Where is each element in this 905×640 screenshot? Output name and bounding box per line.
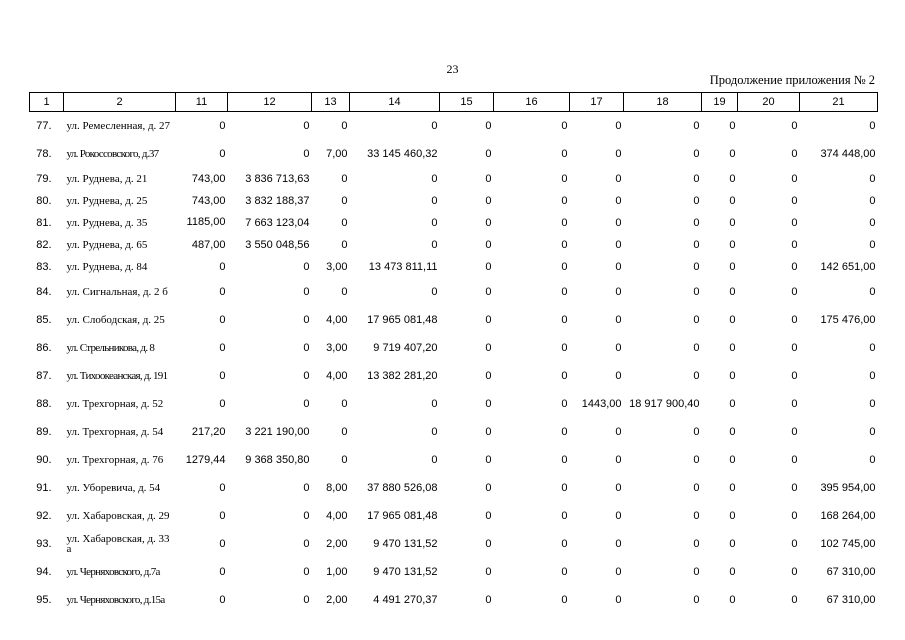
value-cell: 0 (693, 285, 700, 298)
row-number: 84. (36, 285, 52, 298)
value-cell: 0 (485, 194, 492, 207)
value-cell: 0 (561, 119, 568, 132)
row-number: 91. (36, 481, 52, 494)
table-row (30, 190, 878, 212)
row-number: 82. (36, 238, 52, 251)
address-cell: ул. Хабаровская, д. 33 а (66, 532, 170, 555)
value-cell: 4,00 (326, 369, 348, 382)
value-cell: 0 (219, 313, 226, 326)
value-cell: 4,00 (326, 313, 348, 326)
value-cell: 0 (791, 341, 798, 354)
value-cell: 0 (561, 593, 568, 606)
value-cell: 0 (791, 565, 798, 578)
header-row (30, 93, 878, 112)
value-cell: 0 (729, 260, 736, 273)
value-cell: 0 (341, 172, 348, 185)
table-row (30, 362, 878, 390)
value-cell: 0 (303, 565, 310, 578)
value-cell: 7,00 (326, 147, 348, 160)
value-cell: 0 (303, 369, 310, 382)
value-cell: 0 (485, 313, 492, 326)
value-cell: 0 (729, 147, 736, 160)
value-cell: 67 310,00 (826, 593, 876, 606)
table-row (30, 256, 878, 278)
value-cell: 0 (869, 119, 876, 132)
value-cell: 0 (485, 481, 492, 494)
value-cell: 0 (561, 397, 568, 410)
row-number: 86. (36, 341, 52, 354)
value-cell: 0 (561, 147, 568, 160)
value-cell: 3,00 (326, 341, 348, 354)
value-cell: 168 264,00 (820, 509, 876, 522)
table-row (30, 212, 878, 234)
table-row (30, 474, 878, 502)
value-cell: 0 (485, 216, 492, 229)
value-cell: 0 (693, 453, 700, 466)
value-cell: 0 (791, 260, 798, 273)
value-cell: 9 368 350,80 (245, 453, 310, 466)
address-cell: ул. Слободская, д. 25 (66, 313, 165, 326)
value-cell: 0 (791, 119, 798, 132)
value-cell: 0 (303, 593, 310, 606)
value-cell: 0 (791, 147, 798, 160)
value-cell: 0 (561, 453, 568, 466)
value-cell: 0 (219, 565, 226, 578)
row-number: 85. (36, 313, 52, 326)
value-cell: 0 (561, 194, 568, 207)
value-cell: 1185,00 (186, 216, 226, 228)
address-cell: ул. Трехгорная, д. 54 (66, 425, 164, 438)
address-cell: ул. Трехгорная, д. 52 (66, 397, 164, 410)
table-row (30, 502, 878, 530)
value-cell: 0 (791, 194, 798, 207)
value-cell: 0 (729, 341, 736, 354)
column-header: 16 (494, 93, 570, 112)
column-header: 17 (570, 93, 624, 112)
value-cell: 0 (869, 194, 876, 207)
value-cell: 0 (219, 593, 226, 606)
value-cell: 0 (219, 481, 226, 494)
value-cell: 3,00 (326, 260, 348, 273)
value-cell: 0 (219, 369, 226, 382)
value-cell: 0 (485, 537, 492, 550)
value-cell: 0 (869, 216, 876, 229)
value-cell: 0 (341, 238, 348, 251)
value-cell: 0 (729, 593, 736, 606)
address-cell: ул. Ремесленная, д. 27 (66, 119, 171, 132)
address-cell: ул. Руднева, д. 65 (66, 238, 148, 251)
value-cell: 0 (693, 481, 700, 494)
value-cell: 0 (791, 285, 798, 298)
value-cell: 0 (615, 119, 622, 132)
table-row (30, 558, 878, 586)
value-cell: 0 (219, 509, 226, 522)
value-cell: 0 (341, 397, 348, 410)
data-table (29, 92, 878, 614)
value-cell: 0 (485, 593, 492, 606)
value-cell: 0 (485, 425, 492, 438)
row-number: 88. (36, 397, 52, 410)
value-cell: 0 (561, 172, 568, 185)
value-cell: 0 (485, 119, 492, 132)
value-cell: 0 (303, 537, 310, 550)
address-cell: ул. Тихоокеанская, д. 191 (66, 369, 168, 382)
value-cell: 0 (791, 509, 798, 522)
value-cell: 0 (615, 147, 622, 160)
table-row (30, 586, 878, 614)
value-cell: 2,00 (326, 593, 348, 606)
value-cell: 0 (729, 397, 736, 410)
value-cell: 0 (341, 216, 348, 229)
value-cell: 0 (303, 481, 310, 494)
row-number: 92. (36, 509, 52, 522)
value-cell: 0 (729, 216, 736, 229)
value-cell: 0 (615, 172, 622, 185)
value-cell: 0 (615, 260, 622, 273)
value-cell: 0 (561, 238, 568, 251)
value-cell: 0 (869, 341, 876, 354)
value-cell: 0 (561, 285, 568, 298)
value-cell: 0 (561, 481, 568, 494)
value-cell: 0 (615, 509, 622, 522)
row-number: 89. (36, 425, 52, 438)
column-header: 14 (350, 93, 440, 112)
value-cell: 0 (485, 397, 492, 410)
value-cell: 0 (615, 285, 622, 298)
column-header: 12 (228, 93, 312, 112)
value-cell: 0 (431, 238, 438, 251)
value-cell: 0 (693, 313, 700, 326)
column-header: 21 (800, 93, 878, 112)
value-cell: 0 (485, 341, 492, 354)
value-cell: 0 (561, 313, 568, 326)
value-cell: 0 (615, 565, 622, 578)
value-cell: 0 (303, 509, 310, 522)
value-cell: 7 663 123,04 (245, 216, 310, 229)
value-cell: 0 (791, 216, 798, 229)
page-number: 23 (446, 62, 459, 76)
address-cell: ул. Хабаровская, д. 29 (66, 509, 170, 522)
value-cell: 0 (869, 397, 876, 410)
value-cell: 0 (341, 194, 348, 207)
value-cell: 0 (693, 147, 700, 160)
table-row (30, 306, 878, 334)
appendix-note: Продолжение приложения № 2 (709, 73, 875, 87)
value-cell: 0 (485, 369, 492, 382)
address-cell: ул. Уборевича, д. 54 (66, 481, 161, 494)
value-cell: 0 (303, 397, 310, 410)
value-cell: 0 (219, 285, 226, 298)
value-cell: 0 (693, 238, 700, 251)
value-cell: 0 (219, 397, 226, 410)
value-cell: 0 (561, 425, 568, 438)
value-cell: 0 (303, 119, 310, 132)
value-cell: 0 (791, 313, 798, 326)
table-row (30, 418, 878, 446)
table-row (30, 140, 878, 168)
value-cell: 8,00 (326, 481, 348, 494)
value-cell: 0 (693, 369, 700, 382)
value-cell: 0 (869, 285, 876, 298)
value-cell: 0 (431, 285, 438, 298)
value-cell: 0 (693, 172, 700, 185)
value-cell: 0 (561, 537, 568, 550)
value-cell: 0 (693, 341, 700, 354)
value-cell: 0 (615, 216, 622, 229)
value-cell: 0 (615, 369, 622, 382)
value-cell: 1279,44 (185, 453, 226, 466)
value-cell: 0 (431, 194, 438, 207)
value-cell: 18 917 900,40 (629, 397, 700, 410)
value-cell: 0 (485, 453, 492, 466)
address-cell: ул. Руднева, д. 35 (66, 216, 148, 229)
value-cell: 0 (791, 238, 798, 251)
column-header: 19 (702, 93, 738, 112)
table-row (30, 390, 878, 418)
value-cell: 0 (341, 425, 348, 438)
value-cell: 9 470 131,52 (373, 537, 438, 550)
value-cell: 0 (485, 238, 492, 251)
value-cell: 0 (729, 565, 736, 578)
value-cell: 175 476,00 (820, 313, 876, 326)
value-cell: 0 (219, 537, 226, 550)
value-cell: 395 954,00 (820, 481, 876, 494)
column-header: 13 (312, 93, 350, 112)
table-row (30, 278, 878, 306)
row-number: 95. (36, 593, 52, 606)
value-cell: 0 (561, 341, 568, 354)
value-cell: 0 (431, 119, 438, 132)
value-cell: 67 310,00 (826, 565, 876, 578)
value-cell: 0 (729, 481, 736, 494)
value-cell: 0 (729, 119, 736, 132)
value-cell: 102 745,00 (820, 537, 876, 550)
column-header: 20 (738, 93, 800, 112)
value-cell: 0 (485, 147, 492, 160)
value-cell: 3 221 190,00 (245, 425, 310, 438)
value-cell: 3 836 713,63 (245, 172, 310, 185)
value-cell: 0 (693, 537, 700, 550)
value-cell: 0 (341, 453, 348, 466)
value-cell: 0 (615, 341, 622, 354)
value-cell: 0 (693, 216, 700, 229)
address-cell: ул. Руднева, д. 25 (66, 194, 148, 207)
value-cell: 17 965 081,48 (367, 509, 438, 522)
row-number: 93. (36, 537, 52, 550)
table-body (30, 112, 878, 614)
value-cell: 4,00 (326, 509, 348, 522)
value-cell: 0 (791, 537, 798, 550)
value-cell: 0 (219, 147, 226, 160)
value-cell: 0 (431, 216, 438, 229)
row-number: 79. (36, 172, 52, 185)
table-row (30, 112, 878, 140)
value-cell: 0 (431, 453, 438, 466)
value-cell: 0 (341, 285, 348, 298)
value-cell: 0 (303, 285, 310, 298)
value-cell: 0 (615, 313, 622, 326)
value-cell: 0 (791, 369, 798, 382)
value-cell: 0 (729, 425, 736, 438)
value-cell: 3 550 048,56 (245, 238, 310, 251)
value-cell: 0 (303, 260, 310, 273)
value-cell: 0 (561, 509, 568, 522)
value-cell: 0 (303, 341, 310, 354)
table-row (30, 446, 878, 474)
value-cell: 0 (869, 453, 876, 466)
value-cell: 487,00 (191, 238, 226, 251)
value-cell: 2,00 (326, 537, 348, 550)
address-cell: ул. Сигнальная, д. 2 б (66, 285, 168, 298)
value-cell: 0 (485, 565, 492, 578)
value-cell: 0 (561, 260, 568, 273)
value-cell: 0 (615, 453, 622, 466)
address-cell: ул. Черняховского, д.15а (66, 593, 165, 606)
value-cell: 0 (869, 238, 876, 251)
value-cell: 0 (431, 172, 438, 185)
value-cell: 0 (791, 453, 798, 466)
value-cell: 13 382 281,20 (367, 369, 438, 382)
value-cell: 0 (729, 509, 736, 522)
column-header: 1 (30, 93, 64, 112)
value-cell: 9 470 131,52 (373, 565, 438, 578)
column-header: 18 (624, 93, 702, 112)
value-cell: 37 880 526,08 (367, 481, 438, 494)
value-cell: 0 (791, 425, 798, 438)
value-cell: 0 (791, 172, 798, 185)
row-number: 90. (36, 453, 52, 466)
value-cell: 1,00 (326, 565, 348, 578)
value-cell: 0 (561, 216, 568, 229)
value-cell: 0 (303, 147, 310, 160)
value-cell: 0 (693, 425, 700, 438)
value-cell: 0 (615, 481, 622, 494)
value-cell: 0 (561, 369, 568, 382)
address-cell: ул. Рокоссовского, д.37 (66, 147, 159, 160)
value-cell: 0 (869, 425, 876, 438)
row-number: 87. (36, 369, 52, 382)
value-cell: 4 491 270,37 (373, 593, 438, 606)
value-cell: 374 448,00 (820, 147, 876, 160)
value-cell: 743,00 (191, 194, 226, 207)
value-cell: 0 (485, 260, 492, 273)
address-cell: ул. Черняховского, д.7а (66, 565, 160, 578)
value-cell: 0 (729, 194, 736, 207)
value-cell: 0 (729, 537, 736, 550)
row-number: 77. (36, 119, 52, 132)
value-cell: 0 (693, 593, 700, 606)
value-cell: 0 (485, 172, 492, 185)
address-cell: ул. Трехгорная, д. 76 (66, 453, 164, 466)
value-cell: 0 (219, 119, 226, 132)
address-cell: ул. Руднева, д. 21 (66, 172, 148, 185)
row-number: 81. (36, 216, 52, 229)
table-row (30, 334, 878, 362)
table-row (30, 168, 878, 190)
value-cell: 0 (615, 425, 622, 438)
value-cell: 1443,00 (581, 397, 622, 410)
value-cell: 217,20 (191, 425, 226, 438)
table-row (30, 234, 878, 256)
value-cell: 0 (693, 194, 700, 207)
address-cell: ул. Руднева, д. 84 (66, 260, 148, 273)
value-cell: 743,00 (191, 172, 226, 185)
value-cell: 33 145 460,32 (367, 147, 438, 160)
row-number: 78. (36, 147, 52, 160)
value-cell: 0 (561, 565, 568, 578)
value-cell: 0 (729, 453, 736, 466)
value-cell: 9 719 407,20 (373, 341, 438, 354)
value-cell: 13 473 811,11 (368, 260, 438, 273)
column-header: 2 (64, 93, 176, 112)
value-cell: 0 (431, 397, 438, 410)
value-cell: 0 (615, 194, 622, 207)
value-cell: 17 965 081,48 (367, 313, 438, 326)
value-cell: 0 (869, 369, 876, 382)
value-cell: 0 (791, 397, 798, 410)
value-cell: 3 832 188,37 (245, 194, 310, 207)
value-cell: 0 (791, 481, 798, 494)
value-cell: 142 651,00 (820, 260, 876, 273)
column-header: 11 (176, 93, 228, 112)
value-cell: 0 (729, 285, 736, 298)
value-cell: 0 (303, 313, 310, 326)
value-cell: 0 (485, 509, 492, 522)
value-cell: 0 (693, 119, 700, 132)
address-cell: ул. Стрельникова, д. 8 (66, 341, 155, 354)
value-cell: 0 (729, 172, 736, 185)
value-cell: 0 (485, 285, 492, 298)
value-cell: 0 (693, 260, 700, 273)
value-cell: 0 (615, 537, 622, 550)
value-cell: 0 (693, 565, 700, 578)
value-cell: 0 (729, 369, 736, 382)
value-cell: 0 (615, 238, 622, 251)
value-cell: 0 (729, 238, 736, 251)
row-number: 94. (36, 565, 52, 578)
value-cell: 0 (869, 172, 876, 185)
column-header: 15 (440, 93, 494, 112)
value-cell: 0 (219, 260, 226, 273)
value-cell: 0 (341, 119, 348, 132)
value-cell: 0 (431, 425, 438, 438)
value-cell: 0 (791, 593, 798, 606)
table-row (30, 530, 878, 558)
value-cell: 0 (729, 313, 736, 326)
value-cell: 0 (615, 593, 622, 606)
row-number: 80. (36, 194, 52, 207)
value-cell: 0 (219, 341, 226, 354)
row-number: 83. (36, 260, 52, 273)
value-cell: 0 (693, 509, 700, 522)
